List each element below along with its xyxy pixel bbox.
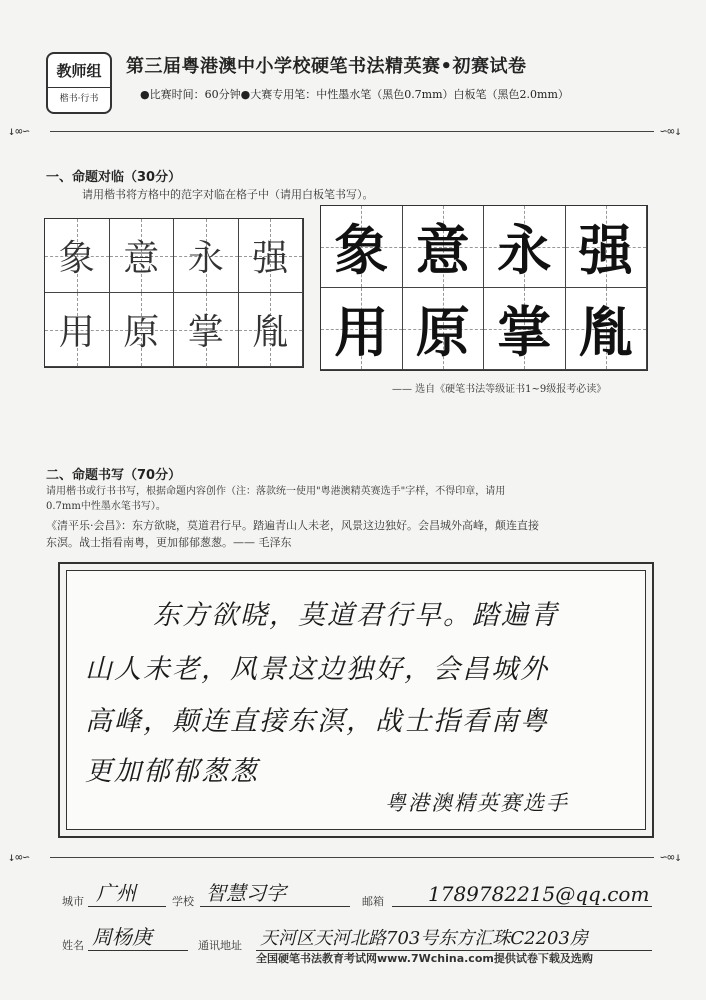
city-field[interactable] [88,881,166,907]
divider-top [50,131,654,132]
model-cell: 用 [321,288,403,370]
city-value: 广州 [96,881,136,905]
name-label: 姓名 [62,939,84,952]
name-field[interactable] [88,925,188,951]
ornament-right-icon: ∽∞↓ [660,850,682,864]
writing-box [58,562,654,838]
page-title: 第三届粤港澳中小学校硬笔书法精英赛•初赛试卷 [126,56,527,77]
email-value: 1789782215@qq.com [428,882,650,906]
writing-area [66,570,646,830]
practice-cell: 用 [45,293,110,367]
section1-heading: 一、命题对临（30分） [46,170,182,185]
school-label: 学校 [172,895,194,908]
handwriting-line: 山人未老，风景这边独好，会昌城外 [85,654,549,685]
email-field[interactable] [392,884,652,907]
school-value: 智慧习字 [206,881,286,905]
model-cell: 永 [484,206,566,288]
poem-line1: 《清平乐·会昌》：东方欲晓，莫道君行早。踏遍青山人未老，风景这边独好。会昌城外高峰，颠连直接 [46,519,539,532]
badge-script-label: 楷书·行书 [48,87,110,104]
ornament-left-icon: ↓∞∽ [8,124,30,138]
practice-cell: 原 [110,293,175,367]
practice-cell: 永 [174,219,239,293]
footer-note: 全国硬笔书法教育考试网www.7Wchina.com提供试卷下载及选购 [256,952,593,965]
model-cell: 意 [403,206,485,288]
section1-instruction: 请用楷书将方格中的范字对临在格子中（请用白板笔书写）。 [82,188,374,201]
practice-cell: 意 [110,219,175,293]
poem-line2: 东溟。战士指看南粤，更加郁郁葱葱。—— 毛泽东 [46,536,292,549]
section2-instruction-line2: 0.7mm中性墨水笔书写）。 [46,501,166,512]
address-label: 通讯地址 [198,939,242,952]
name-value: 周杨庚 [92,925,152,949]
city-label: 城市 [62,895,84,908]
handwriting-line: 高峰，颠连直接东溟，战士指看南粤 [85,706,549,737]
model-grid [320,205,648,371]
practice-cell: 强 [239,219,304,293]
handwriting-line: 东方欲晓，莫道君行早。踏遍青 [153,600,559,631]
practice-cell: 掌 [174,293,239,367]
school-field[interactable] [200,881,350,907]
address-field[interactable] [256,928,652,951]
signature: 粤港澳精英赛选手 [385,791,569,815]
model-cell: 强 [566,206,648,288]
group-badge [46,52,112,114]
practice-cell: 胤 [239,293,304,367]
model-cell: 原 [403,288,485,370]
email-label: 邮箱 [362,895,384,908]
model-cell: 掌 [484,288,566,370]
practice-grid [44,218,304,368]
model-cell: 象 [321,206,403,288]
ornament-left-icon: ↓∞∽ [8,850,30,864]
model-cell: 胤 [566,288,648,370]
exam-subtitle: ●比赛时间：60分钟●大赛专用笔：中性墨水笔（黑色0.7mm）白板笔（黑色2.0mm） [140,88,569,101]
divider-bottom [50,857,654,858]
source-note: —— 选自《硬笔书法等级证书1~9级报考必读》 [392,384,607,395]
section2-instruction-line1: 请用楷书或行书书写，根据命题内容创作（注：落款统一使用"粤港澳精英赛选手"字样，不得印章，请用 [46,486,506,497]
address-value: 天河区天河北路703号东方汇珠C2203房 [260,928,588,949]
ornament-right-icon: ∽∞↓ [660,124,682,138]
handwriting-line: 更加郁郁葱葱 [85,756,259,787]
section2-heading: 二、命题书写（70分） [46,468,182,483]
badge-group-label: 教师组 [56,62,102,80]
practice-cell: 象 [45,219,110,293]
